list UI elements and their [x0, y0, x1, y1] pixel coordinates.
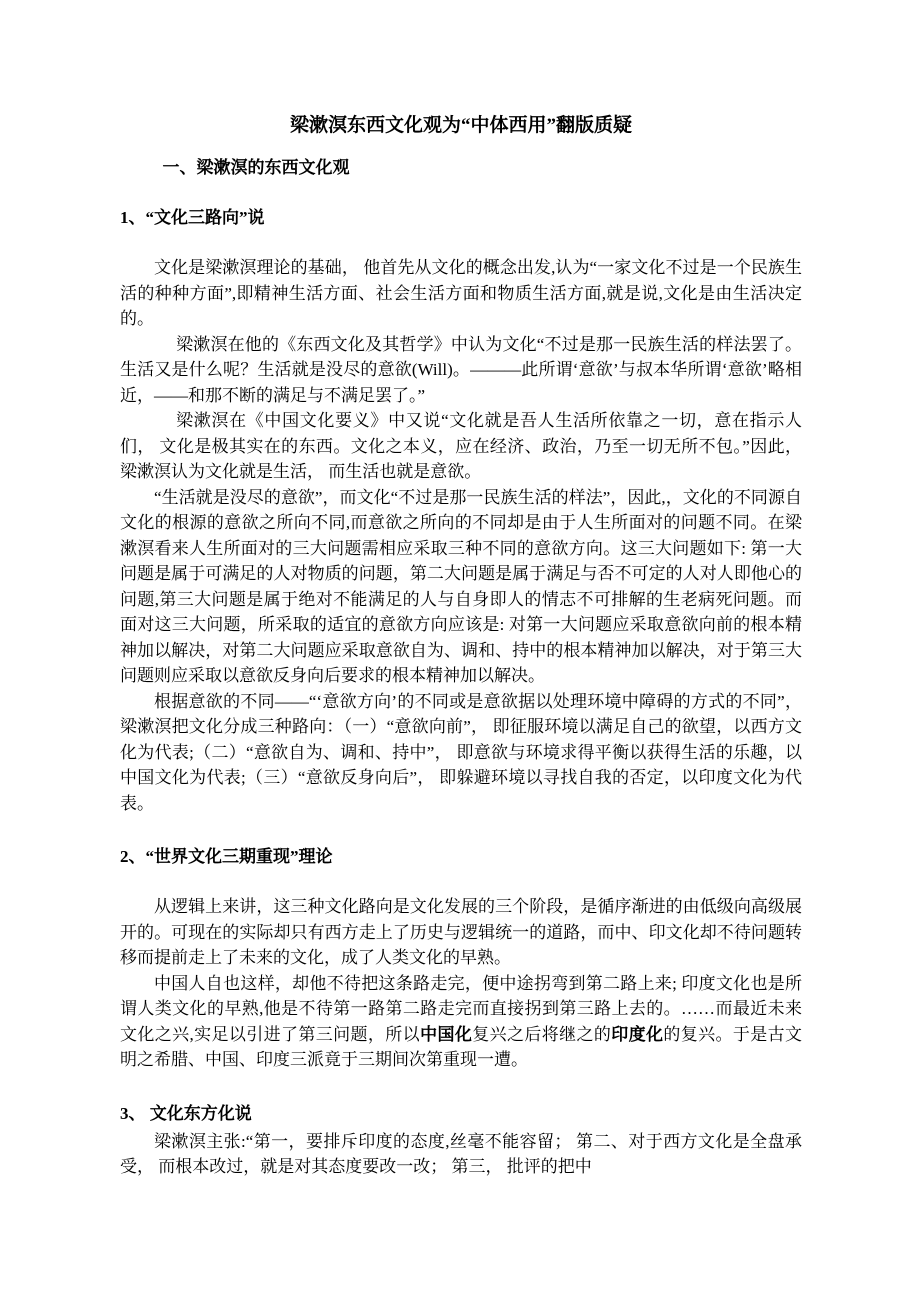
bold-term-indianization: 印度化	[611, 1024, 664, 1044]
paragraph-8: 梁漱溟主张:“第一，要排斥印度的态度,丝毫不能容留； 第二、对于西方文化是全盘承受， 而根本改过，就是对其态度要改一改； 第三， 批评的把中	[120, 1131, 802, 1176]
paragraph-7	[120, 971, 802, 1073]
heading-culture-easternization: 3、 文化东方化说	[120, 1103, 252, 1123]
paragraph-7-text-a: 中国人自也这样，却他不待把这条路走完，便中途拐弯到第二路上来; 印度文化也是所谓人类文化的早熟,他是不待第一路第二路走完而直接拐到第三路上去的。……而最近未来文化之兴,实足以引进了第三问题，所以	[120, 973, 802, 1044]
paragraph-3: 梁漱溟在《中国文化要义》中又说“文化就是吾人生活所依靠之一切，意在指示人们， 文化是极其实在的东西。文化之本义，应在经济、政治，乃至一切无所不包。”因此，梁漱溟认为文化就是生活， 而生活也就是意欲。	[120, 411, 802, 481]
section-heading-1: 一、梁漱溟的东西文化观	[162, 158, 350, 177]
paragraph-4: “生活就是没尽的意欲”，而文化“不过是那一民族生活的样法”，因此,，文化的不同源自文化的根源的意欲之所向不同,而意欲之所向的不同却是由于人生所面对的问题不同。在梁漱溟看来人生所面对的三大问题需相应采取三种不同的意欲方向。这三大问题如下: 第一大问题是属于可满足的人对物质的问题，第二大问题是属于满足与否不可定的人对人即他心的问题,第三大问题是属于绝对不能满足的人与自身即人的情志不可排解的生老病死问题。而面对这三大问题，所采取的适宜的意欲方向应该是: 对第一大问题应采取意欲向前的根本精神加以解决，对第二大问题应采取意欲自为、调和、持中的根本精神加以解决，对于第三大问题则应采取以意欲反身向后要求的根本精神加以解决。	[120, 487, 802, 685]
bold-term-sinicization: 中国化	[420, 1024, 473, 1044]
paragraph-1: 文化是梁漱溟理论的基础， 他首先从文化的概念出发,认为“一家文化不过是一个民族生活的种种方面”,即精神生活方面、社会生活方面和物质生活方面,就是说,文化是由生活决定的。	[120, 258, 802, 328]
paragraph-5: 根据意欲的不同——“‘意欲方向’的不同或是意欲据以处理环境中障碍的方式的不同”，梁漱溟把文化分成三种路向：（一）“意欲向前”， 即征服环境以满足自己的欲望，以西方文化为代表;（二）“意欲自为、调和、持中”， 即意欲与环境求得平衡以获得生活的乐趣，以中国文化为代表;（三）“意欲反身向后”， 即躲避环境以寻找自我的否定，以印度文化为代表。	[120, 691, 802, 813]
paragraph-7-text-c: 的复兴。于是古文明之希腊、中国、印度三派竟于三期间次第重现一遭。	[120, 1024, 803, 1069]
heading-world-culture-three-stages: 2、“世界文化三期重现”理论	[120, 847, 333, 866]
paragraph-6: 从逻辑上来讲，这三种文化路向是文化发展的三个阶段，是循序渐进的由低级向高级展开的。可现在的实际却只有西方走上了历史与逻辑统一的道路，而中、印文化却不待问题转移而提前走上了未来的文化，成了人类文化的早熟。	[120, 897, 802, 967]
document-title: 梁漱溟东西文化观为“中体西用”翻版质疑	[289, 115, 632, 136]
paragraph-7-text-b: 复兴之后将继之的	[472, 1024, 612, 1044]
heading-culture-three-directions: 1、“文化三路向”说	[120, 208, 265, 227]
paragraph-2: 梁漱溟在他的《东西文化及其哲学》中认为文化“不过是那一民族生活的样法罢了。生活又是什么呢？生活就是没尽的意欲(Will)。———此所谓‘意欲’与叔本华所谓‘意欲’略相近，——和那不断的满足与不满足罢了。”	[120, 334, 802, 405]
